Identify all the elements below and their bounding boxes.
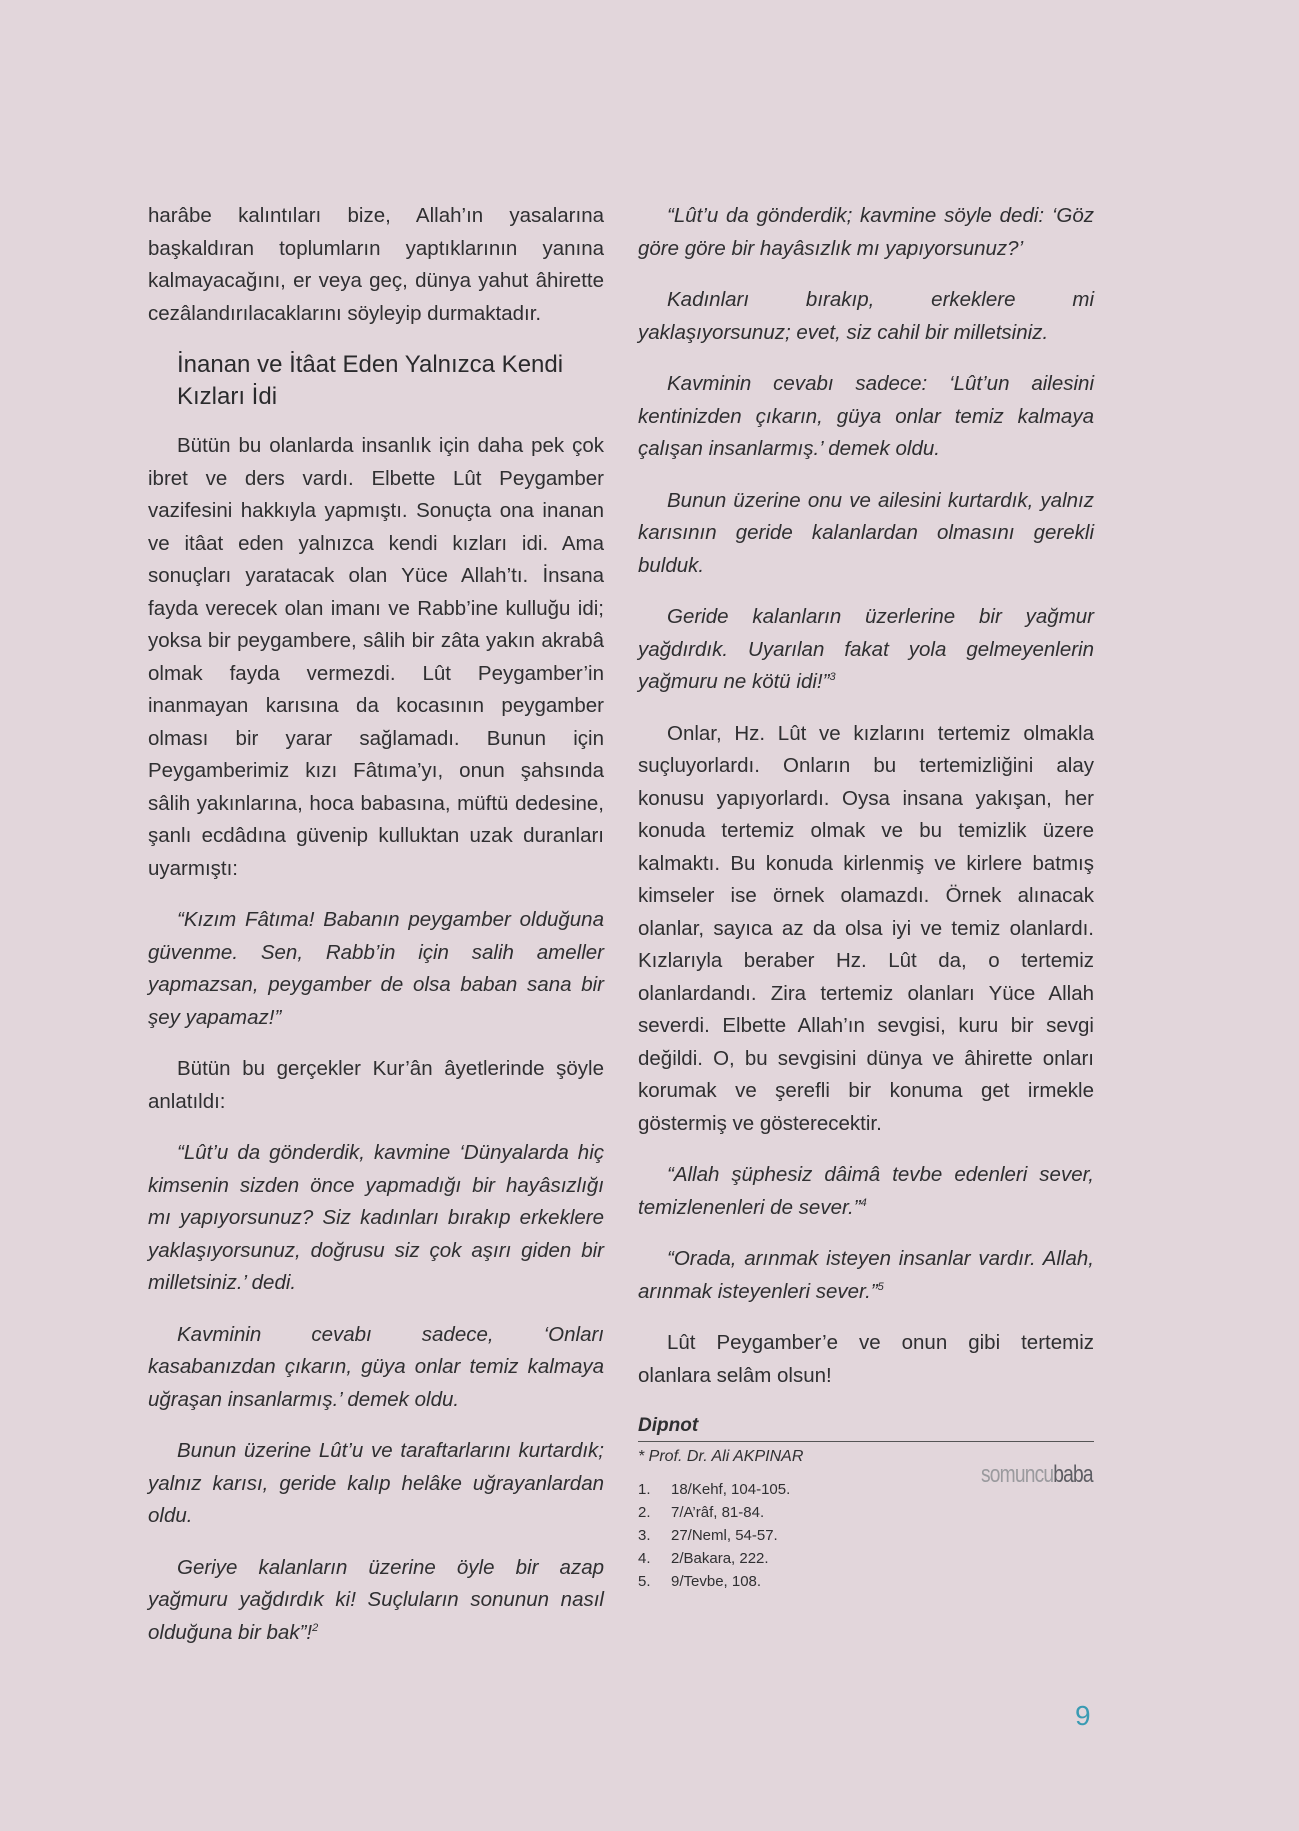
footnote-list xyxy=(638,1478,1094,1593)
footnote-item xyxy=(638,1570,1094,1593)
hadith-quote: “Kızım Fâtıma! Babanın peygamber olduğuna güvenme. Sen, Rabb’in için salih ameller yapmazsan, peygamber de olsa baban sana bir şey yapamaz!” xyxy=(148,908,604,1029)
footnote-number: 4. xyxy=(638,1550,651,1567)
verse-quote xyxy=(638,1159,1094,1224)
paragraph: Bütün bu olanlarda insanlık için daha pek çok ibret ve ders vardı. Elbette Lût Peygamber vazifesini hakkıyla yapmıştı. Sonuçta ona inanan ve itâat eden yalnızca kendi kızları idi. Ama sonuçları yaratacak olan Yüce Allah’tı. İnsana fayda verecek olan imanı ve Rabb’ine kulluğu idi; yoksa bir peygambere, sâlih bir zâta yakın akrabâ olmak fayda vermezdi. Lût Peygamber’in inanmayan karısına da kocasının peygamber olması bir yarar sağlamadı. Bunun için Peygamberimiz kızı Fâtıma’yı, onun şahsında sâlih yakınlarına, hoca babasına, müftü dedesine, şanlı ecdâdına güvenip kulluktan uzak duranları uyarmıştı: xyxy=(148,434,604,880)
footnote-ref[interactable]: 3 xyxy=(829,671,836,684)
right-column xyxy=(638,200,1094,1593)
page-number: 9 xyxy=(1075,1700,1091,1731)
footnote-ref[interactable]: 5 xyxy=(877,1280,884,1293)
verse-quote: Bunun üzerine Lût’u ve taraftarlarını kurtardık; yalnız karısı, geride kalıp helâke uğrayanlardan oldu. xyxy=(148,1439,604,1527)
verse-quote: Bunun üzerine onu ve ailesini kurtardık, yalnız karısının geride kalanlardan olmasını gerekli bulduk. xyxy=(638,488,1094,577)
footnote-text: 7/A’râf, 81-84. xyxy=(671,1504,765,1521)
footnote-number: 3. xyxy=(638,1527,651,1544)
paragraph: harâbe kalıntıları bize, Allah’ın yasalarına başkaldıran toplumların yaptıklarının yanına kalmayacağını, er veya geç, dünya yahut âhirette cezâlandırılacaklarını söyleyip durmaktadır. xyxy=(148,204,604,325)
footnote-number: 2. xyxy=(638,1504,651,1521)
magazine-logo xyxy=(953,1461,1093,1489)
verse-text: Geriye kalanların üzerine öyle bir azap yağmuru yağdırdık ki! Suçluların sonunun nasıl olduğuna bir bak”! xyxy=(148,1555,604,1644)
footnote-text: 2/Bakara, 222. xyxy=(671,1550,769,1567)
footnote-number: 5. xyxy=(638,1573,651,1590)
paragraph: Bütün bu gerçekler Kur’ân âyetlerinde şöyle anlatıldı: xyxy=(148,1057,604,1113)
footnotes-heading: Dipnot xyxy=(638,1411,1094,1442)
paragraph: Onlar, Hz. Lût ve kızlarını tertemiz olmakla suçluyorlardı. Onların bu tertemizliğini alay konusu yapıyorlardı. Oysa insana yakışan, her konuda tertemiz olmak ve bu temizlik üzere kalmaktı. Bu konuda kirlenmiş ve kirlere batmış kimseler ise örnek olamazdı. Örnek alınacak olanlar, sayıca az da olsa iyi ve temiz olanlardı. Kızlarıyla beraber Hz. Lût da, o tertemiz olanlardandı. Zira tertemiz olanları Yüce Allah severdi. Elbette Allah’ın sevgisi, kuru bir sevgi değildi. O, bu sevgisini dünya ve âhirette onları korumak ve şerefli bir konuma get irmekle göstermiş ve gösterecektir. xyxy=(638,721,1094,1135)
footnote-text: 9/Tevbe, 108. xyxy=(671,1573,762,1590)
verse-quote: Kadınları bırakıp, erkeklere mi yaklaşıyorsunuz; evet, siz cahil bir milletsiniz. xyxy=(638,288,1094,344)
brand-part-2: baba xyxy=(1053,1461,1093,1488)
verse-quote xyxy=(638,601,1094,699)
brand-name xyxy=(981,1461,1093,1489)
verse-quote xyxy=(638,1243,1094,1308)
footnotes xyxy=(638,1411,1094,1593)
footnote-text: 27/Neml, 54-57. xyxy=(671,1527,778,1544)
left-column xyxy=(148,200,604,1668)
paragraph: Lût Peygamber’e ve onun gibi tertemiz olanlara selâm olsun! xyxy=(638,1331,1094,1387)
verse-quote: “Lût’u da gönderdik, kavmine ‘Dünyalarda hiç kimsenin sizden önce yapmadığı bir hayâsızlığı mı yapıyorsunuz? Siz kadınları bırakıp erkeklere yaklaşıyorsunuz, doğrusu siz çok aşırı giden bir milletsiniz.’ dedi. xyxy=(148,1141,604,1294)
footnote-item xyxy=(638,1524,1094,1547)
section-heading: İnanan ve İtâat Eden Yalnızca Kendi Kızları İdi xyxy=(177,351,564,410)
verse-text: “Orada, arınmak isteyen insanlar vardır. Allah, arınmak isteyenleri sever.” xyxy=(638,1247,1094,1303)
verse-quote: Kavminin cevabı sadece, ‘Onları kasabanızdan çıkarın, güya onlar temiz kalmaya uğraşan insanlarmış.’ demek oldu. xyxy=(148,1322,604,1411)
verse-text: “Allah şüphesiz dâimâ tevbe edenleri sever, temizlenenleri de sever.” xyxy=(638,1163,1094,1219)
author-note: * Prof. Dr. Ali AKPINAR xyxy=(638,1448,804,1465)
footnote-item xyxy=(638,1547,1094,1570)
verse-text: Geride kalanların üzerlerine bir yağmur yağdırdık. Uyarılan fakat yola gelmeyenlerin yağmuru ne kötü idi!” xyxy=(638,605,1094,693)
verse-quote: Kavminin cevabı sadece: ‘Lût’un ailesini kentinizden çıkarın, güya onlar temiz kalmaya çalışan insanlarmış.’ demek oldu. xyxy=(638,372,1094,460)
footnote-item xyxy=(638,1501,1094,1524)
footnote-text: 18/Kehf, 104-105. xyxy=(671,1481,791,1498)
verse-quote xyxy=(148,1552,604,1650)
footnote-number: 1. xyxy=(638,1481,651,1498)
footnote-ref[interactable]: 4 xyxy=(860,1196,867,1209)
verse-quote: “Lût’u da gönderdik; kavmine söyle dedi: ‘Göz göre göre bir hayâsızlık mı yapıyorsunuz?’ xyxy=(638,204,1094,260)
footnote-ref[interactable]: 2 xyxy=(312,1621,319,1634)
brand-part-1: somuncu xyxy=(981,1461,1054,1488)
